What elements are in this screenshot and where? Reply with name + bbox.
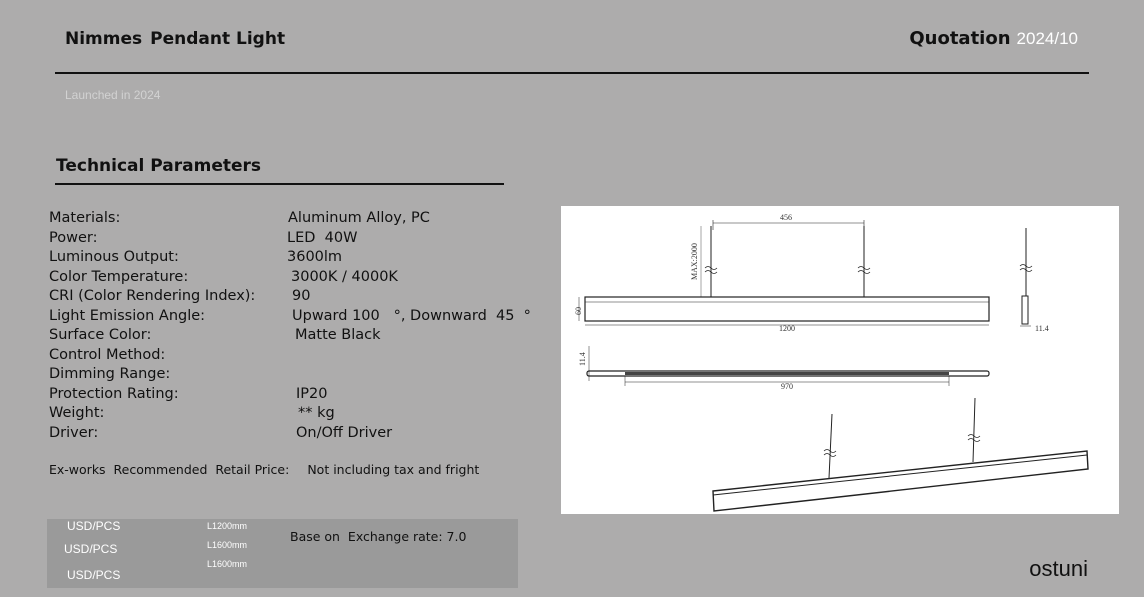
dim-length-label: 1200 <box>779 324 795 333</box>
technical-drawing-svg <box>561 206 1119 514</box>
param-value: Upward 100 °, Downward 45 ° <box>292 307 531 324</box>
price-unit: USD/PCS <box>67 519 121 533</box>
dim-bottom-length-label: 970 <box>781 382 793 391</box>
param-label: Color Temperature: <box>49 268 189 285</box>
launch-note: Launched in 2024 <box>65 88 161 102</box>
retail-price-line <box>49 462 479 477</box>
param-value: ** kg <box>298 405 335 421</box>
price-unit: USD/PCS <box>67 568 121 582</box>
param-label: Surface Color: <box>49 327 152 343</box>
param-label: Driver: <box>49 424 99 441</box>
exchange-rate-note: Base on Exchange rate: 7.0 <box>290 529 467 544</box>
param-value: Aluminum Alloy, PC <box>288 210 430 226</box>
price-length: L1600mm <box>207 559 248 569</box>
dim-drop-label: MAX:2000 <box>690 243 699 280</box>
product-title <box>65 29 285 49</box>
brand-name: Nimmes <box>65 29 143 49</box>
price-length: L1200mm <box>207 521 248 531</box>
doc-type: Quotation <box>909 28 1011 49</box>
param-label: Protection Rating: <box>49 385 179 402</box>
technical-drawing <box>561 206 1119 514</box>
footer-brand: ostuni <box>1029 556 1088 581</box>
retail-label: Ex-works Recommended Retail Price: <box>49 462 290 477</box>
price-unit: USD/PCS <box>64 542 118 556</box>
quotation-date: 2024/10 <box>1016 29 1078 48</box>
header-divider <box>55 72 1089 74</box>
product-name: Pendant Light <box>150 29 286 49</box>
section-divider <box>55 183 504 185</box>
dim-side-label: 11.4 <box>1035 324 1049 333</box>
param-value: IP20 <box>296 385 328 402</box>
param-label: CRI (Color Rendering Index): <box>49 288 256 304</box>
retail-value: Not including tax and fright <box>307 462 480 477</box>
quotation-header <box>909 28 1078 49</box>
param-value: Matte Black <box>295 327 381 343</box>
param-label: Luminous Output: <box>49 249 179 265</box>
param-label: Control Method: <box>49 346 166 363</box>
param-label: Materials: <box>49 210 121 226</box>
dim-height-label: 60 <box>574 307 583 315</box>
param-label: Dimming Range: <box>49 366 171 382</box>
price-table <box>47 519 518 588</box>
section-title: Technical Parameters <box>56 156 262 176</box>
param-value: 90 <box>292 288 311 304</box>
param-value: 3000K / 4000K <box>291 268 398 285</box>
price-length: L1600mm <box>207 540 248 550</box>
dim-top-label: 456 <box>780 213 792 222</box>
param-value: 3600lm <box>287 249 343 265</box>
param-value: On/Off Driver <box>296 424 393 441</box>
param-label: Weight: <box>49 405 105 421</box>
param-value: LED 40W <box>287 229 358 246</box>
param-label: Light Emission Angle: <box>49 307 206 324</box>
param-label: Power: <box>49 229 98 246</box>
dim-bottom-height-label: 11.4 <box>578 352 587 366</box>
